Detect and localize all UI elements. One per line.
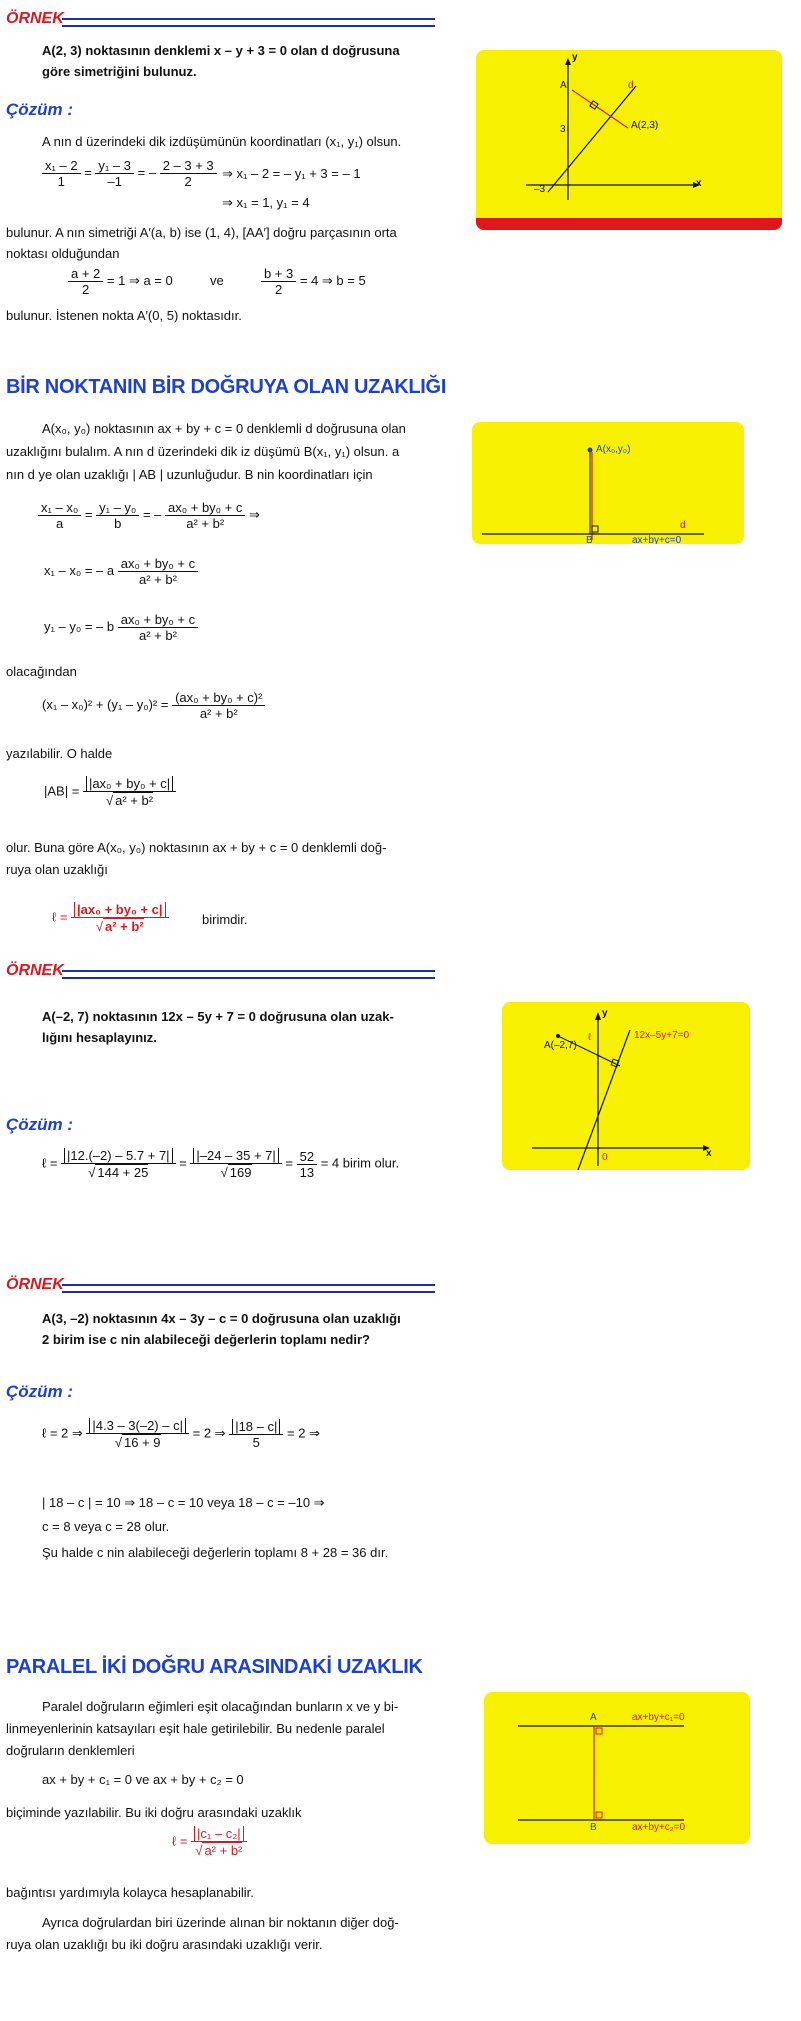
text-line: c = 8 veya c = 28 olur.: [42, 1519, 170, 1534]
point-label: A(–2,7): [544, 1040, 577, 1051]
text-line: bulunur. İstenen nokta A′(0, 5) noktasıdır.: [6, 308, 242, 323]
line-equation-label: ax+by+c=0: [632, 535, 682, 544]
section-title: PARALEL İKİ DOĞRU ARASINDAKİ UZAKLIK: [6, 1656, 423, 1678]
point-label: A(2,3): [631, 120, 659, 131]
distance-label: ℓ: [588, 1032, 592, 1043]
equation: $\frac{\text{x₁ – 2}}{1}$ = $\frac{\text{y₁ – 3}}{-1}$ = – $\frac{2 - 3 + 3}{2}$: [42, 158, 217, 189]
solution-equation: ℓ = $\frac{|12.(-2) - 5.7 + 7|}{√ 144 + 25}$ = $\frac{|-24 - 35 + 7|}{√ 169}$ = $\frac{52}{13}$ = 4 birim olur.: [42, 1148, 400, 1180]
text-line: Paralel doğruların eğimleri eşit olacağından bunların x ve y bi-: [42, 1699, 399, 1714]
text-line: doğruların denklemleri: [6, 1743, 135, 1758]
figure-example-distance: [502, 1002, 750, 1170]
text-line: A nın d üzerindeki dik izdüşümünün koordinatları (x₁, y₁) olsun.: [42, 134, 402, 149]
text-line: olur. Buna göre A(x₀, y₀) noktasının ax + by + c = 0 denklemli doğ-: [6, 840, 387, 855]
solution-label: Çözüm :: [6, 1115, 74, 1134]
equation: (x₁ – x₀)² + (y₁ – y₀)² = $\frac{\text{(ax₀ + by₀ + c)²}}{\text{a² + b²}}$: [42, 690, 265, 721]
example-question: [42, 1308, 462, 1350]
tick-label: –3: [534, 184, 546, 195]
equation: y₁ – y₀ = – b $\frac{\text{ax₀ + by₀ + c}}{\text{a² + b²}}$: [44, 612, 198, 643]
origin-label: 0: [602, 1152, 608, 1163]
header-rule: [62, 970, 435, 979]
question-line-1: A(3, –2) noktasının 4x – 3y – c = 0 doğrusuna olan uzaklığı: [42, 1311, 401, 1326]
key-formula: ℓ = $\frac{\text{|ax₀ + by₀ + c|}}{\text{√ a² + b²}}$: [52, 902, 169, 934]
text-line: bulunur. A nın simetriği A′(a, b) ise (1, 4), [AA′] doğru parçasının orta: [6, 225, 397, 240]
equation: $\frac{\text{x₁ – x₀}}{a}$ = $\frac{\text{y₁ – y₀}}{b}$ = – $\frac{\text{ax₀ + by₀ + c}}{\text{a² + b²}}$ ⇒: [38, 500, 260, 531]
point-label: A: [590, 1712, 597, 1723]
line-equation-label: ax+by+c₂=0: [632, 1822, 686, 1833]
example-label: ÖRNEK: [6, 962, 64, 979]
text-line: ruya olan uzaklığı: [6, 862, 108, 877]
point-label: B: [590, 1822, 597, 1833]
x-axis-label: x: [706, 1148, 712, 1159]
text-line: Şu halde c nin alabileceği değerlerin toplamı 8 + 28 = 36 dır.: [42, 1545, 389, 1560]
equation-result: ⇒ x₁ = 1, y₁ = 4: [222, 195, 310, 210]
equation: x₁ – x₀ = – a $\frac{\text{ax₀ + by₀ + c}}{\text{a² + b²}}$: [44, 556, 198, 587]
equation: ax + by + c₁ = 0 ve ax + by + c₂ = 0: [42, 1772, 244, 1787]
example-label: ÖRNEK: [6, 10, 64, 27]
text-line: linmeyenlerinin katsayıları eşit hale getirilebilir. Bu nedenle paralel: [6, 1721, 385, 1736]
solution-equation: ℓ = 2 ⇒ $\frac{|4.3 - 3(-2) - c|}{√ 16 + 9}$ = 2 ⇒ $\frac{|18 - c|}{5}$ = 2 ⇒: [42, 1418, 320, 1450]
text-line: noktası olduğundan: [6, 246, 120, 261]
equation-result: ⇒ x₁ – 2 = – y₁ + 3 = – 1: [222, 166, 361, 181]
question-line-2: göre simetriğini bulunuz.: [42, 64, 197, 79]
figure-symmetry: [476, 50, 782, 230]
solution-label: Çözüm :: [6, 100, 74, 119]
line-label: d: [628, 80, 634, 91]
header-rule: [62, 18, 435, 27]
solution-label: Çözüm :: [6, 1382, 74, 1401]
equation: $\frac{a + 2}{2}$ = 1 ⇒ a = 0 ve $\frac{b + 3}{2}$ = 4 ⇒ b = 5: [68, 266, 366, 297]
example-label: ÖRNEK: [6, 1276, 64, 1293]
line-equation-label: ax+by+c₁=0: [632, 1712, 685, 1723]
point-label: B: [586, 535, 593, 544]
question-line-1: A(2, 3) noktasının denklemi x – y + 3 = 0 olan d doğrusuna: [42, 43, 400, 58]
question-line-2: 2 birim ise c nin alabileceği değerlerin toplamı nedir?: [42, 1332, 370, 1347]
text-line: | 18 – c | = 10 ⇒ 18 – c = 10 veya 18 – c = –10 ⇒: [42, 1495, 325, 1510]
question-line-1: A(–2, 7) noktasının 12x – 5y + 7 = 0 doğrusuna olan uzak-: [42, 1009, 394, 1024]
y-axis-label: y: [602, 1008, 608, 1019]
point-label: A(x₀,y₀): [596, 444, 631, 455]
figure-point-line-distance: [472, 422, 744, 544]
tick-label: 3: [560, 124, 566, 135]
point-label: A′: [560, 80, 569, 91]
text-line: bağıntısı yardımıyla kolayca hesaplanabilir.: [6, 1885, 254, 1900]
key-formula: ℓ = $\frac{\text{|c₁ – c₂|}}{\text{√ a² + b²}}$: [172, 1826, 247, 1858]
line-label: d: [680, 520, 686, 531]
text-line: uzaklığını bulalım. A nın d üzerindeki dik iz düşümü B(x₁, y₁) olsun. a: [6, 444, 400, 459]
y-axis-label: y: [572, 52, 578, 63]
text-line: olacağından: [6, 664, 77, 679]
section-title: BİR NOKTANIN BİR DOĞRUYA OLAN UZAKLIĞI: [6, 376, 447, 398]
text-line: birimdir.: [202, 912, 248, 927]
text-line: biçiminde yazılabilir. Bu iki doğru arasındaki uzaklık: [6, 1805, 302, 1820]
example-question: [42, 1006, 442, 1048]
text-line: A(x₀, y₀) noktasının ax + by + c = 0 denklemli d doğrusuna olan: [42, 421, 406, 436]
text-line: nın d ye olan uzaklığı | AB | uzunluğudur. B nin koordinatları için: [6, 467, 373, 482]
header-rule: [62, 1284, 435, 1293]
x-axis-label: x: [696, 178, 702, 189]
example-question: [42, 40, 442, 82]
text-line: ruya olan uzaklığı bu iki doğru arasındaki uzaklığı verir.: [6, 1937, 323, 1952]
line-equation-label: 12x–5y+7=0: [634, 1030, 690, 1041]
equation: |AB| = $\frac{\text{|ax₀ + by₀ + c|}}{\text{√ a² + b²}}$: [44, 776, 176, 808]
figure-parallel-lines: [484, 1692, 750, 1844]
text-line: Ayrıca doğrulardan biri üzerinde alınan bir noktanın diğer doğ-: [42, 1915, 399, 1930]
question-line-2: lığını hesaplayınız.: [42, 1030, 157, 1045]
text-line: yazılabilir. O halde: [6, 746, 113, 761]
